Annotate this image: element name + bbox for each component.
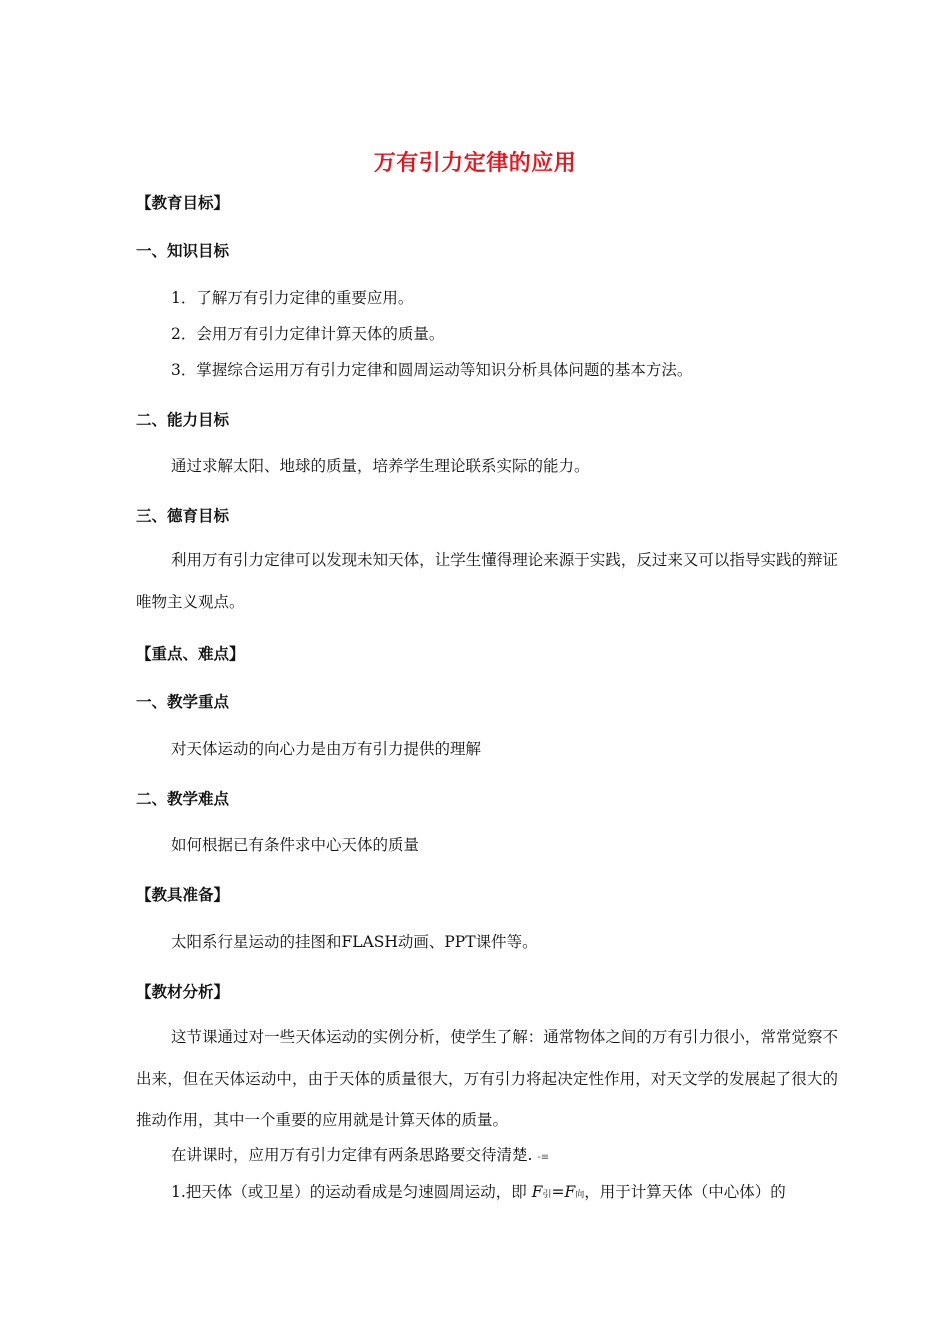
nengli-text: 通过求解太阳、地球的质量，培养学生理论联系实际的能力。 <box>171 457 590 475</box>
jiangke-text: 在讲课时，应用万有引力定律有两条思路要交待清楚. <box>171 1146 533 1164</box>
heading-jiaoxue-zhongdian: 一、教学重点 <box>136 693 230 711</box>
heading-jiaoyu-mubiao: 【教育目标】 <box>136 194 230 212</box>
heading-zhishi-mubiao: 一、知识目标 <box>136 242 230 260</box>
heading-jiaoju-zhunbei: 【教具准备】 <box>136 886 230 904</box>
heading-zhongdian-nandian: 【重点、难点】 <box>136 645 245 663</box>
item-1-suffix: ，用于计算天体（中心体）的 <box>584 1183 786 1201</box>
item-1-line <box>171 1181 786 1206</box>
jiaoju-text: 太阳系行星运动的挂图和FLASH动画、PPT课件等。 <box>171 933 538 951</box>
subscript-xiang: 向 <box>575 1190 585 1200</box>
equals-sign: = <box>551 1183 565 1201</box>
nandian-text: 如何根据已有条件求中心天体的质量 <box>171 836 420 854</box>
zhishi-item-2: 2．会用万有引力定律计算天体的质量。 <box>171 325 445 343</box>
document-title: 万有引力定律的应用 <box>373 150 577 176</box>
heading-nengli-mubiao: 二、能力目标 <box>136 411 230 429</box>
zhishi-item-3: 3．掌握综合运用万有引力定律和圆周运动等知识分析具体问题的基本方法。 <box>171 361 693 379</box>
heading-jiaoxue-nandian: 二、教学难点 <box>136 790 230 808</box>
zhishi-item-1: 1．了解万有引力定律的重要应用。 <box>171 289 414 307</box>
force-symbol-f-2: F <box>564 1183 576 1201</box>
subscript-yin: 引 <box>542 1190 552 1200</box>
item-1-prefix: 1.把天体（或卫星）的运动看成是匀速圆周运动，即 <box>171 1183 532 1201</box>
zhongdian-text: 对天体运动的向心力是由万有引力提供的理解 <box>171 740 482 758</box>
jiaocai-text: 这节课通过对一些天体运动的实例分析，使学生了解：通常物体之间的万有引力很小，常常觉察不出来，但在天体运动中，由于天体的质量很大，万有引力将起决定性作用，对天文学的发展起了很大的推动作用，其中一个重要的应用就是计算天体的质量。 <box>136 1028 838 1129</box>
force-symbol-f: F <box>531 1183 543 1201</box>
heading-deyu-mubiao: 三、德育目标 <box>136 507 230 525</box>
jiangke-line <box>171 1144 549 1169</box>
heading-jiaocai-fenxi: 【教材分析】 <box>136 983 230 1001</box>
paragraph-mark: -≡ <box>537 1152 550 1163</box>
deyu-text: 利用万有引力定律可以发现未知天体，让学生懂得理论来源于实践，反过来又可以指导实践的辩证唯物主义观点。 <box>136 551 838 611</box>
